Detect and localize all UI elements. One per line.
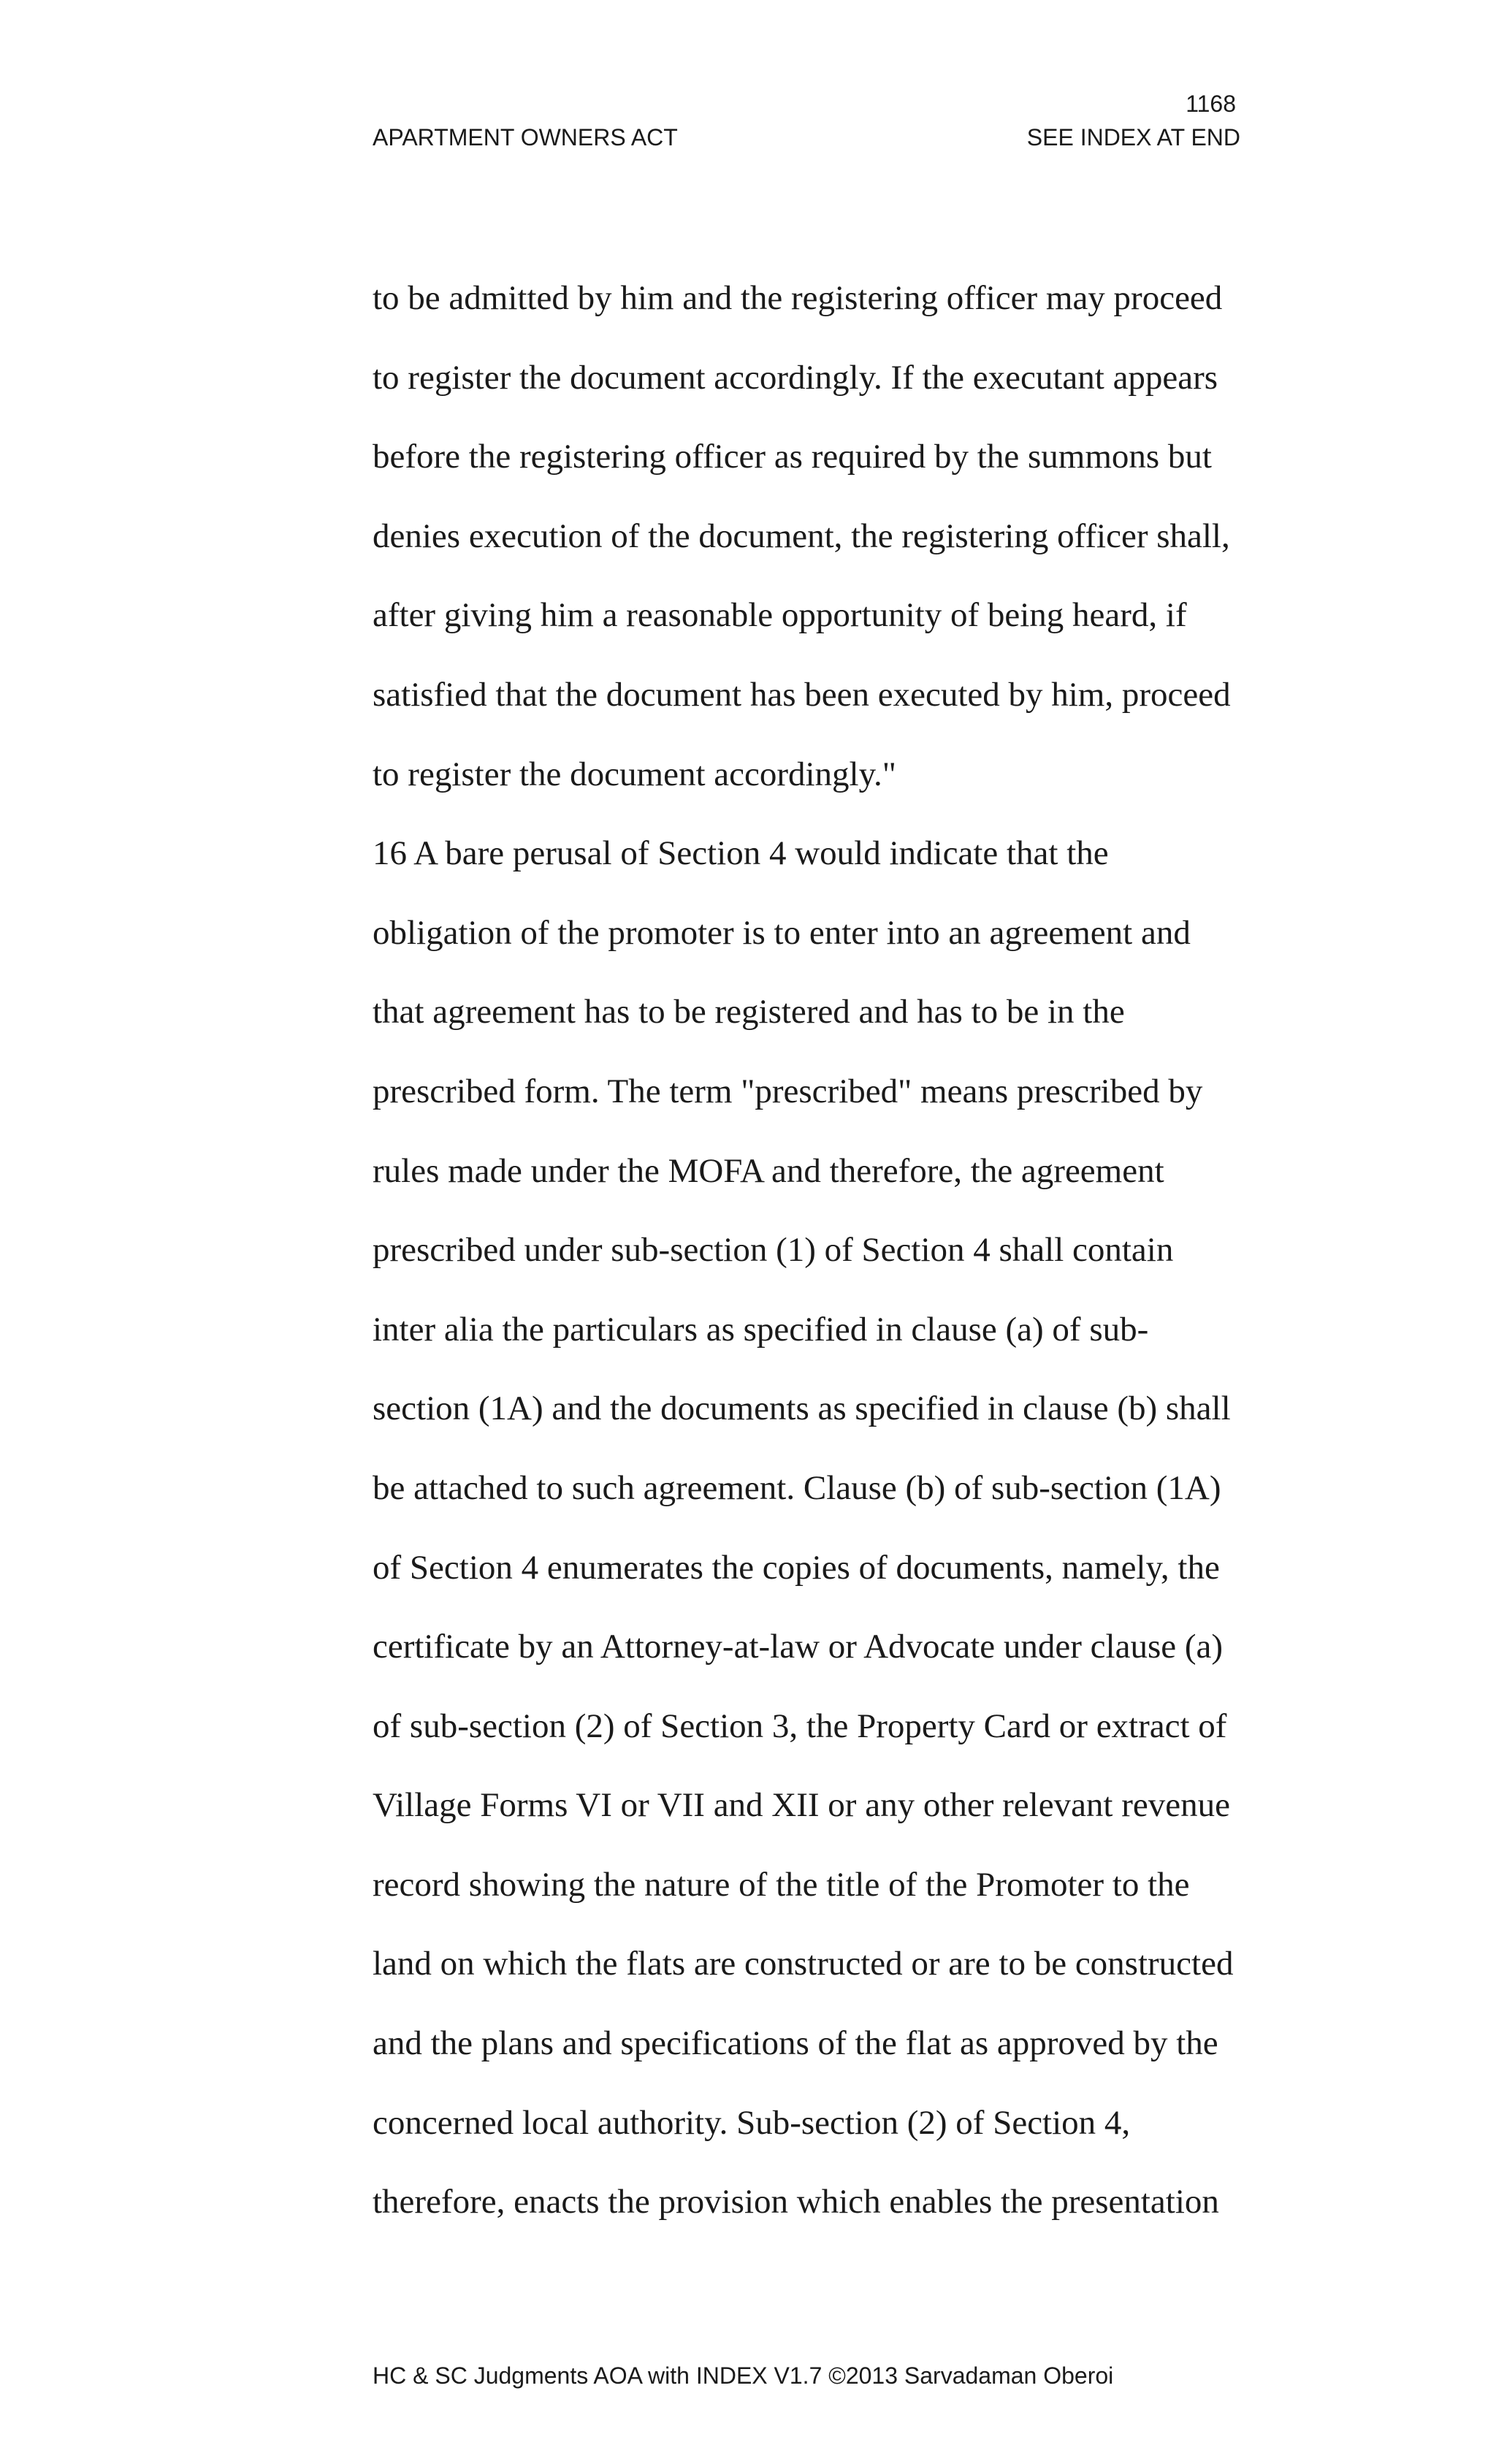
text-line: be attached to such agreement. Clause (b) of sub-section (1A) (373, 1468, 1221, 1507)
text-line: therefore, enacts the provision which enables the presentation (373, 2183, 1219, 2221)
text-line: land on which the flats are constructed or are to be constructed (373, 1945, 1234, 1983)
text-line: prescribed under sub-section (1) of Section 4 shall contain (373, 1231, 1174, 1270)
page-footer: HC & SC Judgments AOA with INDEX V1.7 ©2013 Sarvadaman Oberoi (373, 2362, 1114, 2389)
text-line: section (1A) and the documents as specified in clause (b) shall (373, 1389, 1231, 1428)
text-line: concerned local authority. Sub-section (2) of Section 4, (373, 2103, 1131, 2142)
text-line: Village Forms VI or VII and XII or any other relevant revenue (373, 1786, 1230, 1825)
text-line: after giving him a reasonable opportunity of being heard, if (373, 596, 1187, 635)
running-header (373, 123, 1240, 152)
text-line: and the plans and specifications of the flat as approved by the (373, 2024, 1218, 2063)
text-line: denies execution of the document, the registering officer shall, (373, 516, 1230, 555)
body-text (373, 259, 1240, 2242)
header-index-note: SEE INDEX AT END (1026, 124, 1240, 150)
text-line: before the registering officer as required by the summons but (373, 438, 1212, 476)
text-line: rules made under the MOFA and therefore, the agreement (373, 1151, 1164, 1190)
text-line: record showing the nature of the title of the Promoter to the (373, 1865, 1190, 1904)
text-line: of sub-section (2) of Section 3, the Property Card or extract of (373, 1706, 1227, 1745)
text-line: to register the document accordingly. If the executant appears (373, 358, 1218, 397)
text-line: satisfied that the document has been executed by him, proceed (373, 675, 1231, 714)
text-line: that agreement has to be registered and has to be in the (373, 993, 1125, 1031)
text-line: prescribed form. The term "prescribed" means prescribed by (373, 1072, 1203, 1110)
text-line: to register the document accordingly." (373, 755, 896, 793)
text-line: of Section 4 enumerates the copies of documents, namely, the (373, 1548, 1220, 1587)
text-line: inter alia the particulars as specified in clause (a) of sub- (373, 1310, 1149, 1349)
text-line: certificate by an Attorney-at-law or Advocate under clause (a) (373, 1628, 1224, 1666)
header-title: APARTMENT OWNERS ACT (373, 124, 678, 150)
text-line: obligation of the promoter is to enter into an agreement and (373, 913, 1191, 952)
text-line: to be admitted by him and the registering officer may proceed (373, 279, 1223, 317)
text-line: 16 A bare perusal of Section 4 would indicate that the (373, 834, 1109, 873)
page-number: 1168 (1186, 91, 1236, 117)
